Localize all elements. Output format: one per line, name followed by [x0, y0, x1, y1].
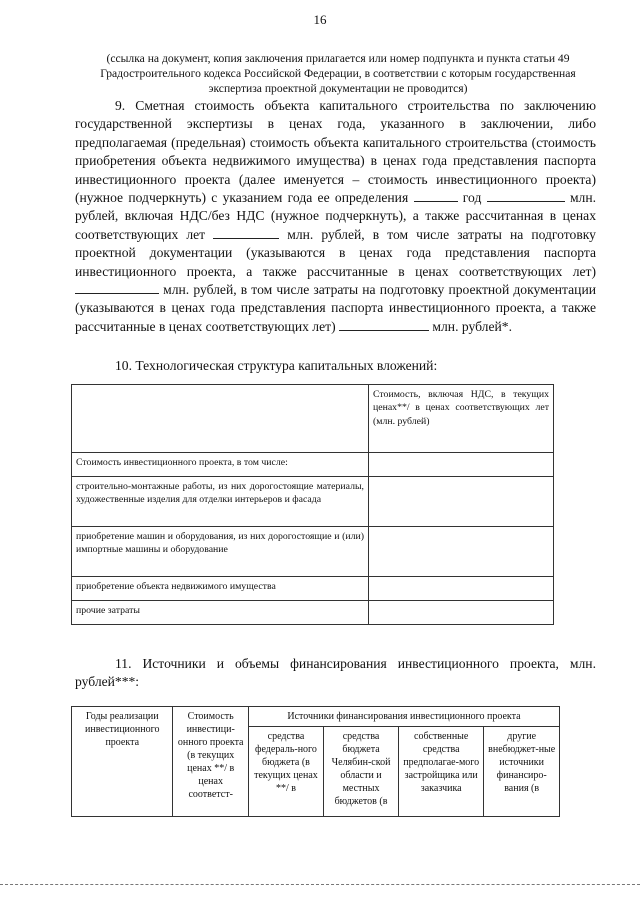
item-9-text-5: млн. рублей, в том числе затраты на подготовку проектной документации (указываются в ценах года представления паспорта инвестиционного проекта, а также рассчитанные в ценах соответствующих лет) — [75, 282, 596, 334]
row-other-label: прочие затраты — [72, 601, 369, 625]
source-regional-header: средства бюджета Челябин-ской области и местных бюджетов (в — [324, 727, 399, 817]
source-federal-header: средства федераль-ного бюджета (в текущих ценах **/ в — [248, 727, 323, 817]
row-construction-value — [369, 477, 554, 527]
col-years-header: Годы реализации инвестиционного проекта — [72, 707, 173, 817]
item-9-text-3: млн. рублей, включая НДС/без НДС (нужное подчеркнуть), а также рассчитанная в ценах соответствующих лет — [75, 190, 597, 242]
page-number: 16 — [313, 12, 327, 27]
blank-amount-4 — [339, 319, 429, 331]
item-9-text-6: млн. рублей*. — [432, 318, 512, 334]
item-11-title: 11. Источники и объемы финансирования инвестиционного проекта, млн. рублей***: — [75, 656, 596, 690]
row-property-label: приобретение объекта недвижимого имущества — [72, 577, 369, 601]
item-10-title: 10. Технологическая структура капитальных вложений: — [115, 358, 438, 373]
header-cost-cell: Стоимость, включая НДС, в текущих ценах**/ в ценах соответствующих лет (млн. рублей) — [369, 385, 554, 453]
row-total-value — [369, 453, 554, 477]
item-9-text-4: млн. рублей, в том числе затраты на подготовку проектной документации (указываются в ценах года представления паспорта инвестиционного проекта, а также рассчитанные в ценах соответствующих лет) — [75, 226, 596, 279]
blank-amount-2 — [213, 227, 279, 239]
blank-amount-1 — [487, 190, 565, 202]
row-machinery-value — [369, 527, 554, 577]
row-machinery-label: приобретение машин и оборудования, из них дорогостоящие и (или) импортные машины и оборудование — [72, 527, 369, 577]
item-9-text-2: год — [462, 190, 482, 206]
capital-structure-table — [71, 384, 554, 625]
row-other-value — [369, 601, 554, 625]
row-total-label: Стоимость инвестиционного проекта, в том числе: — [72, 453, 369, 477]
financing-sources-table — [71, 706, 560, 817]
footnote-reference: (ссылка на документ, копия заключения прилагается или номер подпункта и пункта статьи 49 Градостроительного кодекса Российской Федерации, в соответствии с которым государственная экспертиза проектной документации не проводится) — [100, 52, 576, 95]
item-9-paragraph — [75, 97, 596, 336]
col-cost-header: Стоимость инвестици-онного проекта (в текущих ценах **/ в ценах соответст- — [173, 707, 248, 817]
page-bottom-rule — [0, 884, 640, 885]
blank-year — [414, 190, 458, 202]
item-9-text-1: 9. Сметная стоимость объекта капитального строительства по заключению государственной экспертизы в ценах года, указанного в заключении, либо предполагаемая (предельная) стоимость объекта капитального строительства (стоимость приобретения объекта недвижимого имущества) в ценах года представления паспорта инвестиционного проекта (далее именуется – стоимость инвестиционного проекта) (нужное подчеркнуть) с указанием года ее определения — [75, 98, 596, 206]
col-sources-header: Источники финансирования инвестиционного проекта — [248, 707, 559, 727]
source-other-header: другие внебюджет-ные источники финансиро-вания (в — [484, 727, 560, 817]
source-own-funds-header: собственные средства предполагае-мого застройщика или заказчика — [399, 727, 484, 817]
blank-amount-3 — [75, 282, 159, 294]
header-empty-cell — [72, 385, 369, 453]
row-property-value — [369, 577, 554, 601]
row-construction-label: строительно-монтажные работы, из них дорогостоящие материалы, художественные изделия для отделки интерьеров и фасада — [72, 477, 369, 527]
